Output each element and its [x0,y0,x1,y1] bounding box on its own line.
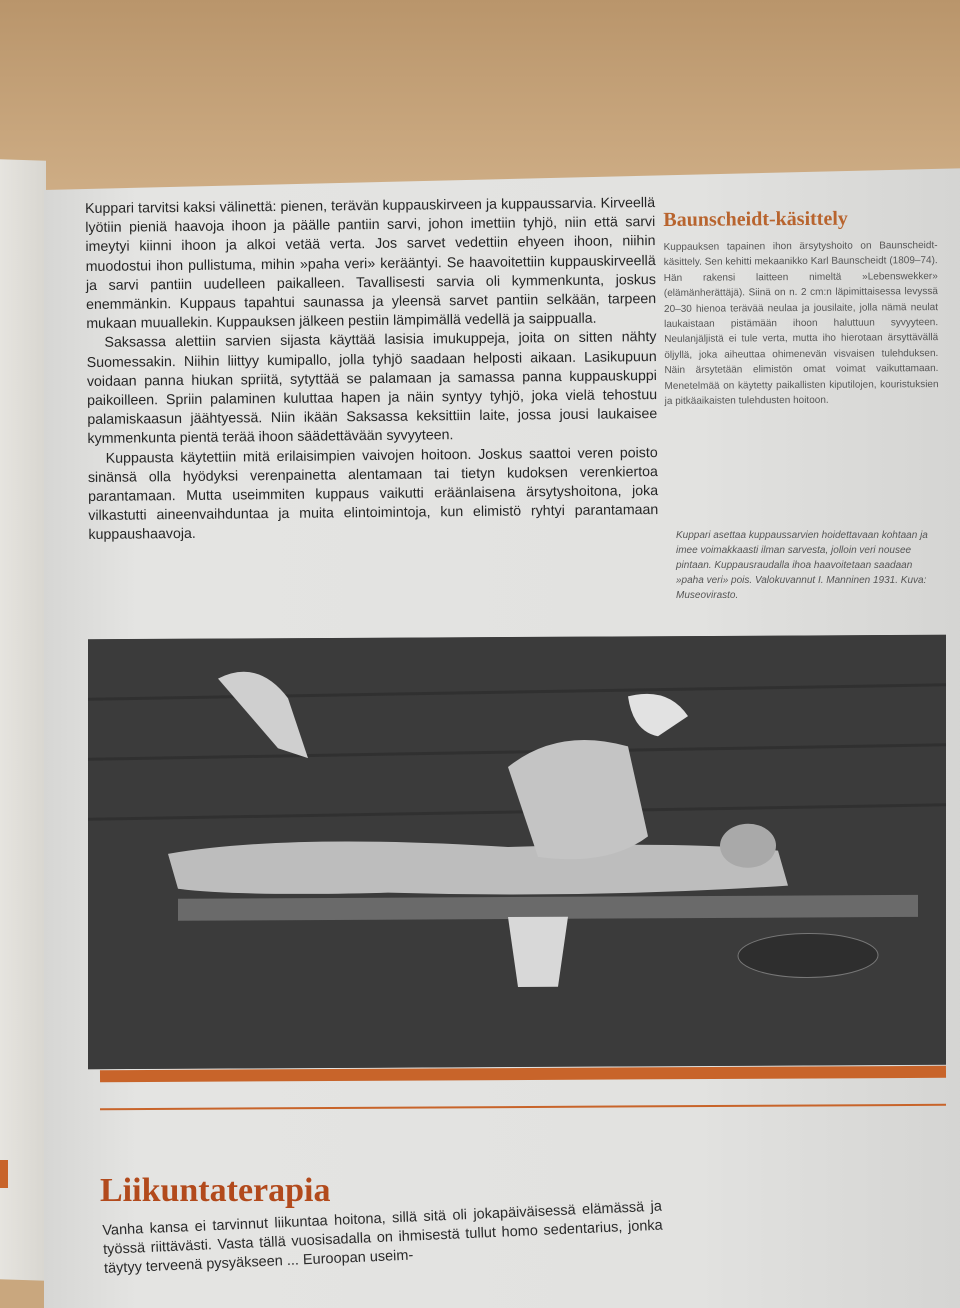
paragraph: Kuppari tarvitsi kaksi välinettä: pienen, terävän kuppauskirveen ja kuppaussarvia. Kirveellä lyötiin pieniä haavoja ihoon ja päälle pantiin sarvi, johon imettiin tyhjö, niin että sarvi imeytyi kiinni ihoon ja alkoi vetää verta. Jos sarvet vedettiin ehyeen ihoon, niihin muodostui ihon pullistuma, mihin »paha veri» kerääntyi. Se haavoitettiin kuppauskirveellä ja sarvi pantiin uudelleen paikalleen. Tavallisesti sarvia oli kymmenkunta, joskus enemmänkin. Kuppaus tapahtui saunassa ja yleensä sarvet pantiin selkään, tarpeen mukaan muuallekin. Kuppauksen jälkeen pestiin lämpimällä vedellä ja saippualla. [85,195,657,333]
photo-illustration [88,635,946,1069]
left-page-accent-mark [0,1160,8,1188]
paragraph: Saksassa alettiin sarvien sijasta käyttää lasisia imukuppeja, joita on sitten nähty Suomessakin. Niihin liittyy kumipallo, jolla tyhjö saadaan helposti aikaan. Lasikupuun voidaan panna hiukan spriitä, sytyttää se palamaan ja samassa panna kuppauskuppi paikoilleen. Spriin palaminen kuluttaa hapen ja näin syntyy tyhjö, joka vielä tehostuu palamiskaasun jäähtyessä. Niin ikään Saksassa keksittiin laite, jossa jousi laukaisee kymmenkunta pientä terää ihoon säädettävään syvyyteen. [86,329,658,448]
paragraph: Kuppausta käytettiin mitä erilaisimpien vaivojen hoitoon. Joskus saattoi veren poisto sinänsä olla hyödyksi verenpainetta alentamaan tai tietyn kudoksen verenkiertoa parantamaan. Mutta useimmiten kuppaus vaikutti eräänlaisena ärsytyshoitona, joka vilkastutti aineenvaihduntaa ja muita elintoimintoja, kun elimistö ryhtyi parantamaan kuppaushaavoja. [87,444,659,544]
section-heading: Liikuntaterapia [100,1172,331,1209]
photo-caption: Kuppari asettaa kuppaussarvien hoidettavaan kohtaan ja imee voimakkaasti ilman sarvesta, jolloin veri nousee pintaan. Kuppausraudalla ihoa haavoitetaan saadaan »paha veri» pois. Valokuvannut I. Manninen 1931. Kuva: Museovirasto. [676,530,928,601]
sauna-cupping-photo [88,635,946,1069]
sidebar-body: Kuppauksen tapainen ihon ärsytyshoito on Baunscheidt-käsittely. Sen kehitti mekaanikko Karl Baunscheidt (1809–74). Hän rakensi laitteen nimeltä »Lebenswekker» (elämänherättäjä). Siinä on n. 2 cm:n läpimittaisessa levyssä 20–30 hienoa terävää neulaa ja jousilaite, jolla nämä neulat laukaistaan pistämään ihoon haluttuun syvyyteen. Neulanjäljistä ei tule verta, mutta iho hierotaan ärsyttävällä öljyllä, joka aiheuttaa ohimenevän visvaisen tulehduksen. Näin ärsytetään elimistön omat voimat vaikuttamaan. Menetelmää on käytetty paikallisten kiputilojen, kouristuksien ja pitkäaikaisten tulehdusten hoitoon. [663,240,939,408]
desk-background [0,0,960,200]
left-page-edge [0,159,46,1281]
section-text: Vanha kansa ei tarvinnut liikuntaa hoitona, sillä sitä oli jokapäiväisessä elämässä ja työssä riittävästi. Vasta tällä vuosisadalla on ihmisestä tullut homo sedentarius, jonka täytyy terveenä pysyäkseen ... Euroopan useim- [102,1198,664,1277]
sidebar-box [663,207,938,409]
main-text-column [85,194,659,546]
sidebar-title: Baunscheidt-käsittely [663,207,848,231]
lying-person [168,839,788,896]
wooden-tub [738,933,878,978]
